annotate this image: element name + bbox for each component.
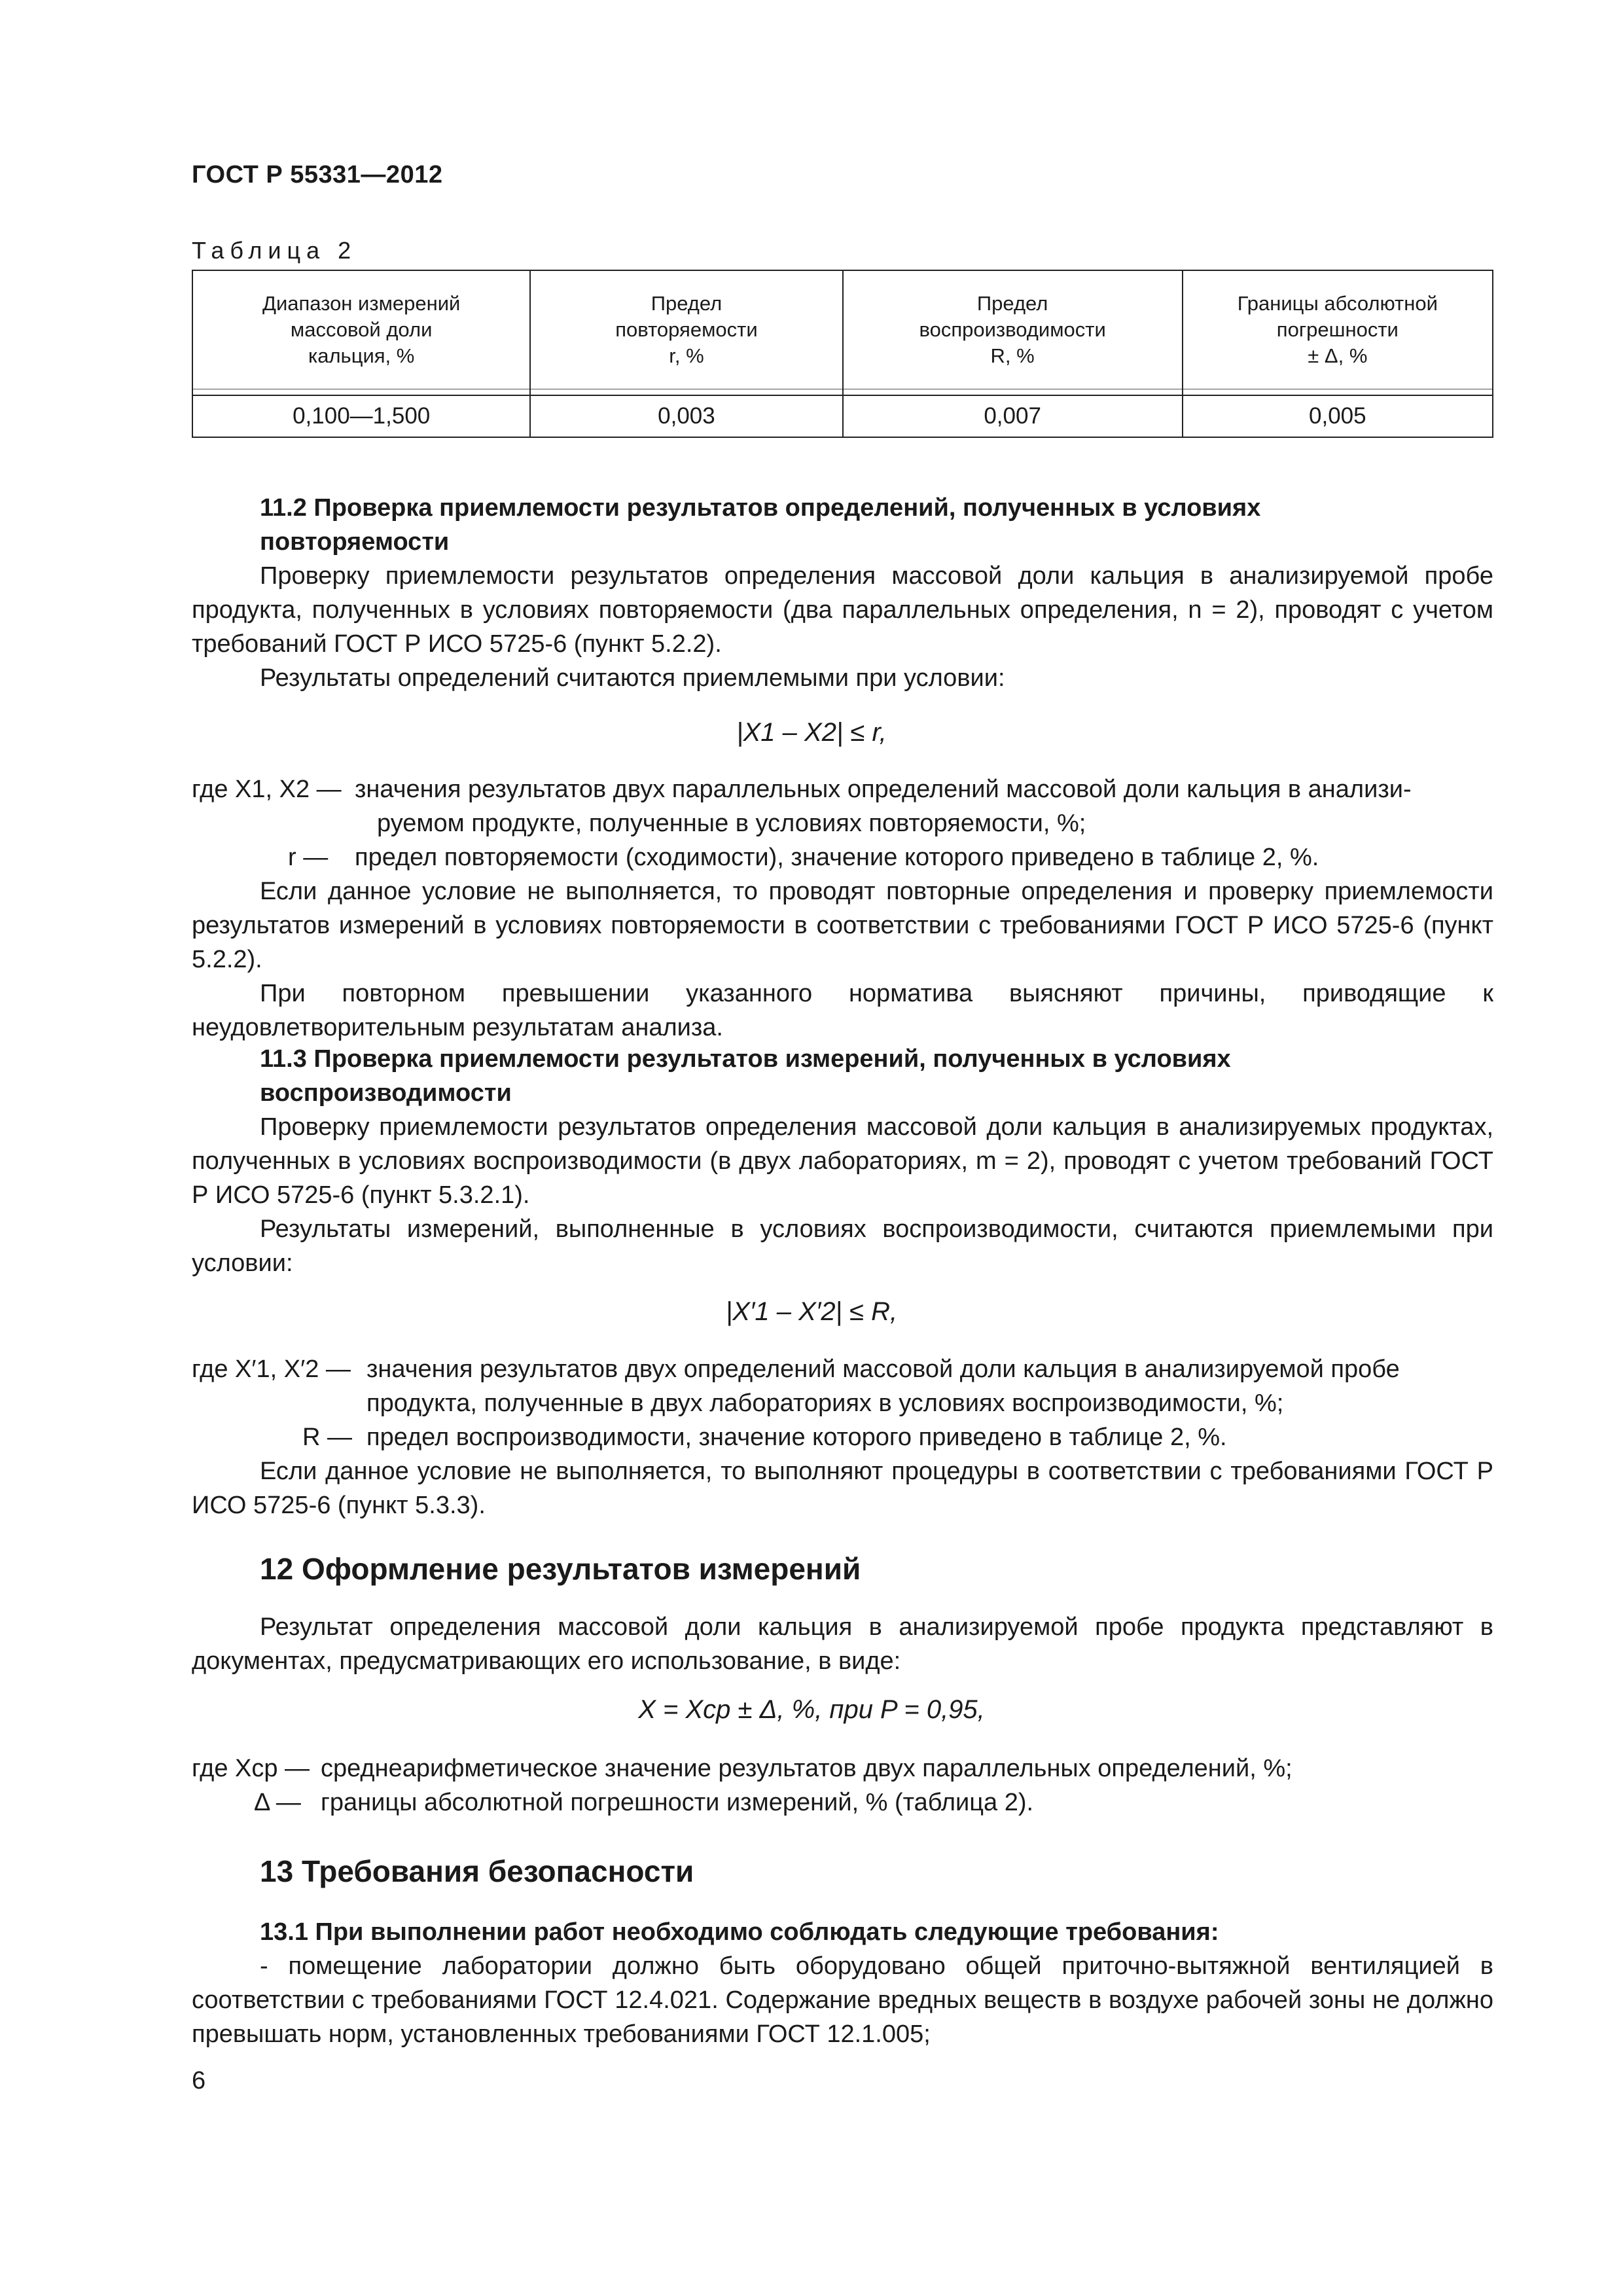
where-term: где X1, X2 — xyxy=(192,776,342,803)
table-header-cell: Диапазон измерений массовой доли кальция, % xyxy=(192,270,530,389)
section-13-1-title: 13.1 При выполнении работ необходимо соблюдать следующие требования: xyxy=(260,1918,1219,1946)
table-cell: 0,007 xyxy=(843,395,1183,437)
section-11-3-title: 11.3 Проверка приемлемости результатов измерений, полученных в условиях воспроизводимости xyxy=(260,1045,1231,1107)
where-definition: предел воспроизводимости, значение которого приведено в таблице 2, %. xyxy=(366,1424,1227,1451)
table-header-row xyxy=(192,270,1493,389)
table-2 xyxy=(192,270,1493,438)
where-term: r — xyxy=(288,844,329,871)
paragraph: Результаты измерений, выполненные в условиях воспроизводимости, считаются приемлемыми при условии: xyxy=(192,1215,1493,1277)
formula-repeatability: |X1 – X2| ≤ r, xyxy=(736,718,887,747)
table-header-cell: Границы абсолютной погрешности ± Δ, % xyxy=(1183,270,1493,389)
table-cell: 0,003 xyxy=(530,395,842,437)
section-12-title: 12 Оформление результатов измерений xyxy=(260,1552,861,1586)
paragraph: При повторном превышении указанного норматива выясняют причины, приводящие к неудовлетворительным результатам анализа. xyxy=(192,980,1493,1041)
document-header: ГОСТ Р 55331—2012 xyxy=(192,161,443,188)
paragraph: Проверку приемлемости результатов определения массовой доли кальция в анализируемых продуктах, полученных в условиях воспроизводимости (в двух лабораториях, m = 2), проводят с учетом требований ГОСТ Р ИСО 5725-6 (пункт 5.3.2.1). xyxy=(192,1113,1493,1209)
where-definition: среднеарифметическое значение результатов двух параллельных определений, %; xyxy=(321,1755,1293,1782)
where-term: где Xср — xyxy=(192,1755,310,1782)
where-term: R — xyxy=(302,1424,352,1451)
paragraph: Результат определения массовой доли кальция в анализируемой пробе продукта представляют в документах, предусматривающих его использование, в виде: xyxy=(192,1613,1493,1675)
where-definition: границы абсолютной погрешности измерений, % (таблица 2). xyxy=(321,1789,1034,1816)
paragraph: Если данное условие не выполняется, то выполняют процедуры в соответствии с требованиями ГОСТ Р ИСО 5725-6 (пункт 5.3.3). xyxy=(192,1458,1493,1519)
section-13-title: 13 Требования безопасности xyxy=(260,1854,694,1888)
where-term: Δ — xyxy=(254,1789,301,1816)
formula-result: X = Xср ± Δ, %, при P = 0,95, xyxy=(638,1695,985,1724)
table-header-cell: Предел повторяемости r, % xyxy=(530,270,842,389)
table-cell: 0,100—1,500 xyxy=(192,395,530,437)
table-row xyxy=(192,395,1493,437)
paragraph: Проверку приемлемости результатов определения массовой доли кальция в анализируемой пробе продукта, полученных в условиях повторяемости (два параллельных определения, n = 2), проводят с учетом требований ГОСТ Р ИСО 5725-6 (пункт 5.2.2). xyxy=(192,562,1493,658)
paragraph: - помещение лаборатории должно быть оборудовано общей приточно-вытяжной вентиляцией в соответствии с требованиями ГОСТ 12.4.021. Содержание вредных веществ в воздухе рабочей зоны не должно превышать норм, установленных требованиями ГОСТ 12.1.005; xyxy=(192,1952,1493,2048)
paragraph: Если данное условие не выполняется, то проводят повторные определения и проверку приемлемости результатов измерений в условиях повторяемости в соответствии с требованиями ГОСТ Р ИСО 5725-6 (пункт 5.2.2). xyxy=(192,878,1493,973)
where-term: где X′1, X′2 — xyxy=(192,1355,351,1383)
table-header-separator xyxy=(192,389,1493,396)
formula-reproducibility: |X′1 – X′2| ≤ R, xyxy=(725,1297,898,1326)
where-definition: значения результатов двух определений массовой доли кальция в анализируемой пробе продукта, полученные в двух лабораториях в условиях воспроизводимости, %; xyxy=(366,1355,1400,1417)
where-definition: предел повторяемости (сходимости), значение которого приведено в таблице 2, %. xyxy=(355,844,1319,871)
paragraph: Результаты определений считаются приемлемыми при условии: xyxy=(260,664,1005,692)
page-number: 6 xyxy=(192,2067,206,2094)
section-11-2-title: 11.2 Проверка приемлемости результатов определений, полученных в условиях повторяемости xyxy=(260,494,1261,556)
table-header-cell: Предел воспроизводимости R, % xyxy=(843,270,1183,389)
table-cell: 0,005 xyxy=(1183,395,1493,437)
table-caption: Таблица 2 xyxy=(192,237,357,264)
where-definition: значения результатов двух параллельных определений массовой доли кальция в анализи- руемом продукте, полученные в условиях повторяемости, %; xyxy=(355,776,1412,837)
